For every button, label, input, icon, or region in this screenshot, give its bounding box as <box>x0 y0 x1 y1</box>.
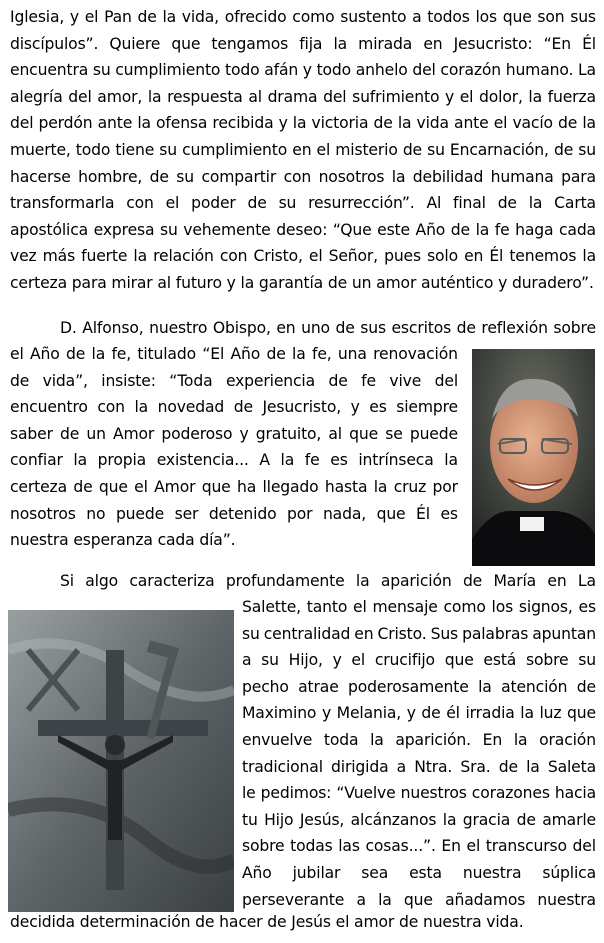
text-line: sobre todas las cosas...”. En el transcurso del <box>242 837 596 856</box>
text-line: transformarla con el poder de su resurrección”. Al final de la Carta <box>10 194 596 213</box>
text-line: muerte, todo tiene su cumplimiento en el misterio de su Encarnación, de su <box>10 140 596 159</box>
text-line: Maximino y Melania, y de él irradia la luz que <box>242 704 596 723</box>
paragraph-3-last-line <box>10 909 596 936</box>
text-line: envuelve toda la aparición. En la oración <box>242 730 596 749</box>
text-line: tradicional dirigida a Ntra. Sra. de la Saleta <box>242 757 596 776</box>
text-line: de vida”, insiste: “Toda experiencia de fe vive del <box>10 371 458 390</box>
paragraph-2-body <box>10 341 458 554</box>
text-line: alegría del amor, la respuesta al drama del sufrimiento y el dolor, la fuerza <box>10 87 596 106</box>
text-line: su centralidad en Cristo. Sus palabras apuntan <box>242 624 596 643</box>
text-line: certeza para mirar al futuro y la garantía de un amor auténtico y duradero”. <box>10 273 594 292</box>
text-line: le pedimos: “Vuelve nuestros corazones hacia <box>242 784 596 803</box>
text-line: decidida determinación de hacer de Jesús el amor de nuestra vida. <box>10 913 524 931</box>
text-line: nosotros no puede ser detenido por nada, que Él es <box>10 504 458 523</box>
text-line: certeza de que el Amor que ha llegado hasta la cruz por <box>10 477 458 496</box>
text-line: saber de un Amor poderoso y gratuito, al que se puede <box>10 424 458 443</box>
text-line: discípulos”. Quiere que tengamos fija la mirada en Jesucristo: “En Él <box>10 34 596 53</box>
text-line: el Año de la fe, titulado “El Año de la fe, una renovación <box>10 345 458 363</box>
crucifix-photo <box>8 610 234 912</box>
text-line: confiar la propia existencia... A la fe es intrínseca la <box>10 451 458 470</box>
paragraph-3-body <box>242 594 596 913</box>
text-line: nuestra esperanza cada día”. <box>10 531 236 550</box>
text-line: Salette, tanto el mensaje como los signos, es <box>242 598 596 616</box>
paragraph-1 <box>10 4 596 297</box>
text-line: vez más fuerte la relación con Cristo, el Señor, pues solo en Él tenemos la <box>10 247 596 266</box>
text-line: encuentro con la novedad de Jesucristo, y es siempre <box>10 398 458 417</box>
text-line: tu Hijo Jesús, alcánzanos la gracia de amarle <box>242 810 596 829</box>
text-line: pecho atrae poderosamente la atención de <box>242 677 596 696</box>
text-line: a su Hijo, y el crucifijo que está sobre su <box>242 651 596 670</box>
text-line: encuentra su cumplimiento todo afán y todo anhelo del corazón humano. La <box>10 61 596 80</box>
paragraph-3-first-line <box>60 568 596 595</box>
text-line: Si algo caracteriza profundamente la aparición de María en La <box>60 572 596 590</box>
text-line: D. Alfonso, nuestro Obispo, en uno de sus escritos de reflexión sobre <box>60 319 596 337</box>
text-line: Año jubilar sea esta nuestra súplica <box>242 863 596 882</box>
bishop-photo <box>472 349 595 566</box>
text-line: Iglesia, y el Pan de la vida, ofrecido como sustento a todos los que son sus <box>10 8 596 26</box>
text-line: perseverante a la que añadamos nuestra <box>242 890 596 909</box>
text-line: apostólica expresa su vehemente deseo: “Que este Año de la fe haga cada <box>10 220 596 239</box>
paragraph-2-first-line <box>60 315 596 342</box>
text-line: del perdón ante la ofensa recibida y la victoria de la vida ante el vacío de la <box>10 114 596 133</box>
text-line: hacerse hombre, de su compartir con nosotros la debilidad humana para <box>10 167 596 186</box>
